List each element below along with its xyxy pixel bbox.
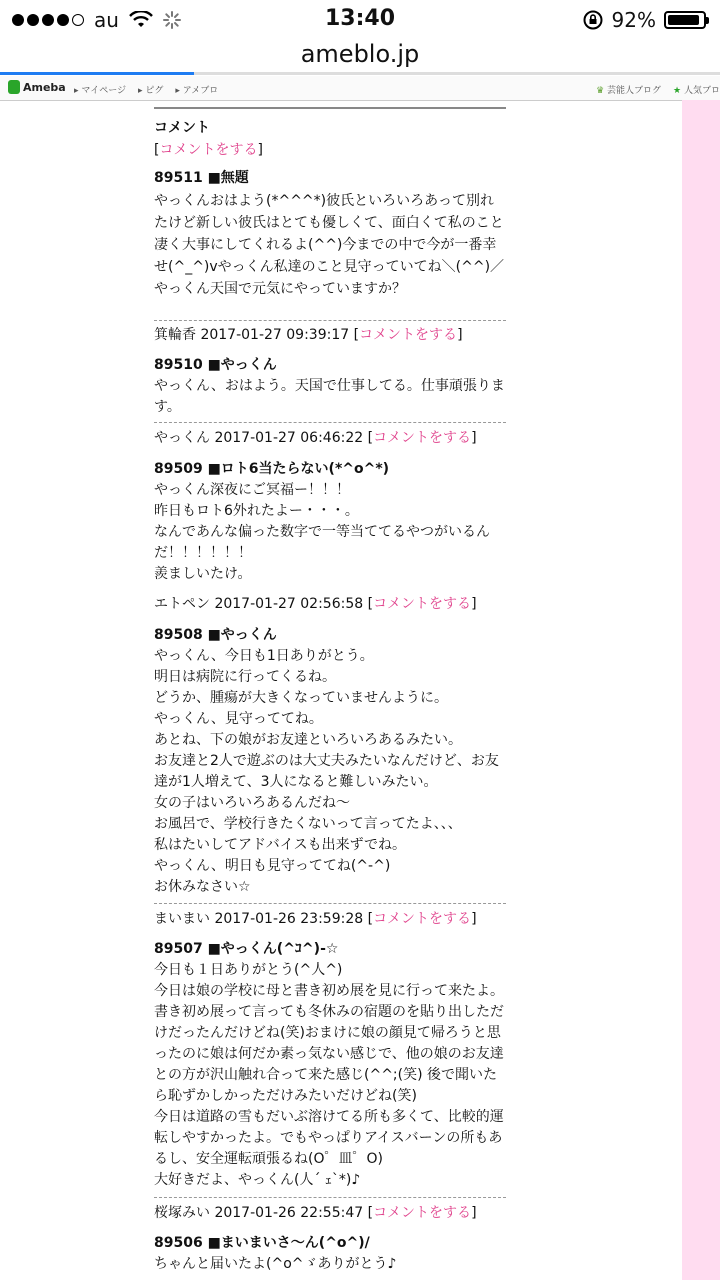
rotation-lock-icon <box>582 9 604 31</box>
reply-comment-link[interactable]: コメントをする <box>373 911 472 927</box>
comment-divider <box>154 320 506 321</box>
post-comment-link[interactable]: コメントをする <box>159 142 258 158</box>
nav-link-ameblo[interactable]: ▸ アメブロ <box>175 86 219 96</box>
battery-percent: 92% <box>611 8 656 32</box>
comment-divider <box>154 903 506 904</box>
comment-body: やっくん、おはよう。天国で仕事してる。仕事頑張ります。 <box>154 378 505 415</box>
nav-link-pigg[interactable]: ▸ ピグ <box>138 86 164 96</box>
comment-body: やっくん深夜にご冥福ー！！！ 昨日もロト6外れたよー・・・。 なんであんな偏った数字で一等当ててるやつがいるんだ！！！！！！ 羨ましいたけ。 <box>154 482 490 582</box>
comment-title: 89510 ■やっくん <box>154 357 277 373</box>
comment-divider <box>154 422 506 423</box>
crown-icon: ♛ <box>596 86 605 96</box>
comment-body: やっくん、今日も1日ありがとう。 明日は病院に行ってくるね。 どうか、腫瘍が大きくなっていませんように。 やっくん、見守っててね。 あとね、下の娘がお友達といろいろあるみたい。 お友達と2人で遊ぶのは大丈夫みたいなんだけど、お友達が1人増えて、3人になると難しいみたい。 女の子はいろいろあるんだね〜 お風呂で、学校行きたくないって言ってたよ、、、 私はたいしてアドバイスも出来ずでね。 やっくん、明日も見守っててね(^-^) お休みなさい☆ <box>154 648 499 895</box>
star-icon: ★ <box>673 86 682 96</box>
nav-link-mypage[interactable]: ▸ マイページ <box>74 86 127 96</box>
nav-link-celebrity-blog[interactable]: ♛ 芸能人ブログ <box>596 86 662 96</box>
comment-body: やっくんおはよう(*^^^*)彼氏といろいろあって別れたけど新しい彼氏はとても優しくて、面白くて私のこと凄く大事にしてくれるよ(^^)今までの中で今が一番幸せ(^_^)vやっくん私達のこと見守っていてね＼(^^)／やっくん天国で元気にやっていますか？ <box>154 193 505 297</box>
comments-heading: コメント <box>154 120 210 136</box>
battery-icon <box>664 11 706 29</box>
comment-title: 89509 ■ロト6当たらない(*^o^*) <box>154 461 390 477</box>
ameba-header <box>0 76 720 101</box>
ameba-logo[interactable]: Ameba <box>8 80 66 94</box>
page-load-progress <box>0 72 194 75</box>
comment-body: ちゃんと届いたよ(^o^ゞありがとう♪ <box>154 1256 397 1272</box>
reply-comment-link[interactable]: コメントをする <box>373 596 472 612</box>
comment-title: 89507 ■やっくん(^ｺ^)-☆ <box>154 941 339 957</box>
divider <box>154 107 506 109</box>
comment-body: 今日も１日ありがとう(^人^) 今日は娘の学校に母と書き初め展を見に行って来たよ。書き初め展って言っても冬休みの宿題のを貼り出しただけだったんだけどね(笑)おまけに娘の顔見て帰ろうと思ったのに娘は何だか素っ気ない感じで、他の娘のお友達との方が沢山触れ合って来た感じ(^^;(笑) 後で聞いたら恥ずかしかっただけみたいだけどね(笑) 今日は道路の雪もだいぶ溶けてる所も多くて、比較的運転しやすかったよ。でもやっぱりアイスバーンの所もあるし、安全運転頑張るね(O゜皿゜O) 大好きだよ、やっくん(人´ ｪ`*)♪ <box>154 962 504 1188</box>
carrier-label: au <box>94 8 119 32</box>
clock: 13:40 <box>324 6 396 31</box>
url-text[interactable]: ameblo.jp <box>300 40 420 68</box>
comment-title: 89506 ■まいまいさ〜ん(^o^)/ <box>154 1235 370 1251</box>
reply-comment-link[interactable]: コメントをする <box>373 430 472 446</box>
ameba-frog-icon <box>8 80 20 94</box>
comment-title: 89508 ■やっくん <box>154 627 277 643</box>
reply-comment-link[interactable]: コメントをする <box>373 1205 472 1221</box>
comment-title: 89511 ■無題 <box>154 170 249 186</box>
comment-meta: 箕輪香 2017-01-27 09:39:17 [コメントをする] <box>154 327 463 343</box>
address-bar[interactable] <box>0 40 720 74</box>
comment-meta: エトペン 2017-01-27 02:56:58 [コメントをする] <box>154 596 477 612</box>
sidebar-background <box>682 100 720 1280</box>
status-bar <box>0 0 720 40</box>
nav-link-popular-blog[interactable]: ★ 人気ブロ <box>673 86 720 96</box>
comment-divider <box>154 1197 506 1198</box>
comment-meta: やっくん 2017-01-27 06:46:22 [コメントをする] <box>154 430 477 446</box>
reply-comment-link[interactable]: コメントをする <box>359 327 458 343</box>
comment-meta: 桜塚みい 2017-01-26 22:55:47 [コメントをする] <box>154 1205 477 1221</box>
comment-meta: まいまい 2017-01-26 23:59:28 [コメントをする] <box>154 911 477 927</box>
